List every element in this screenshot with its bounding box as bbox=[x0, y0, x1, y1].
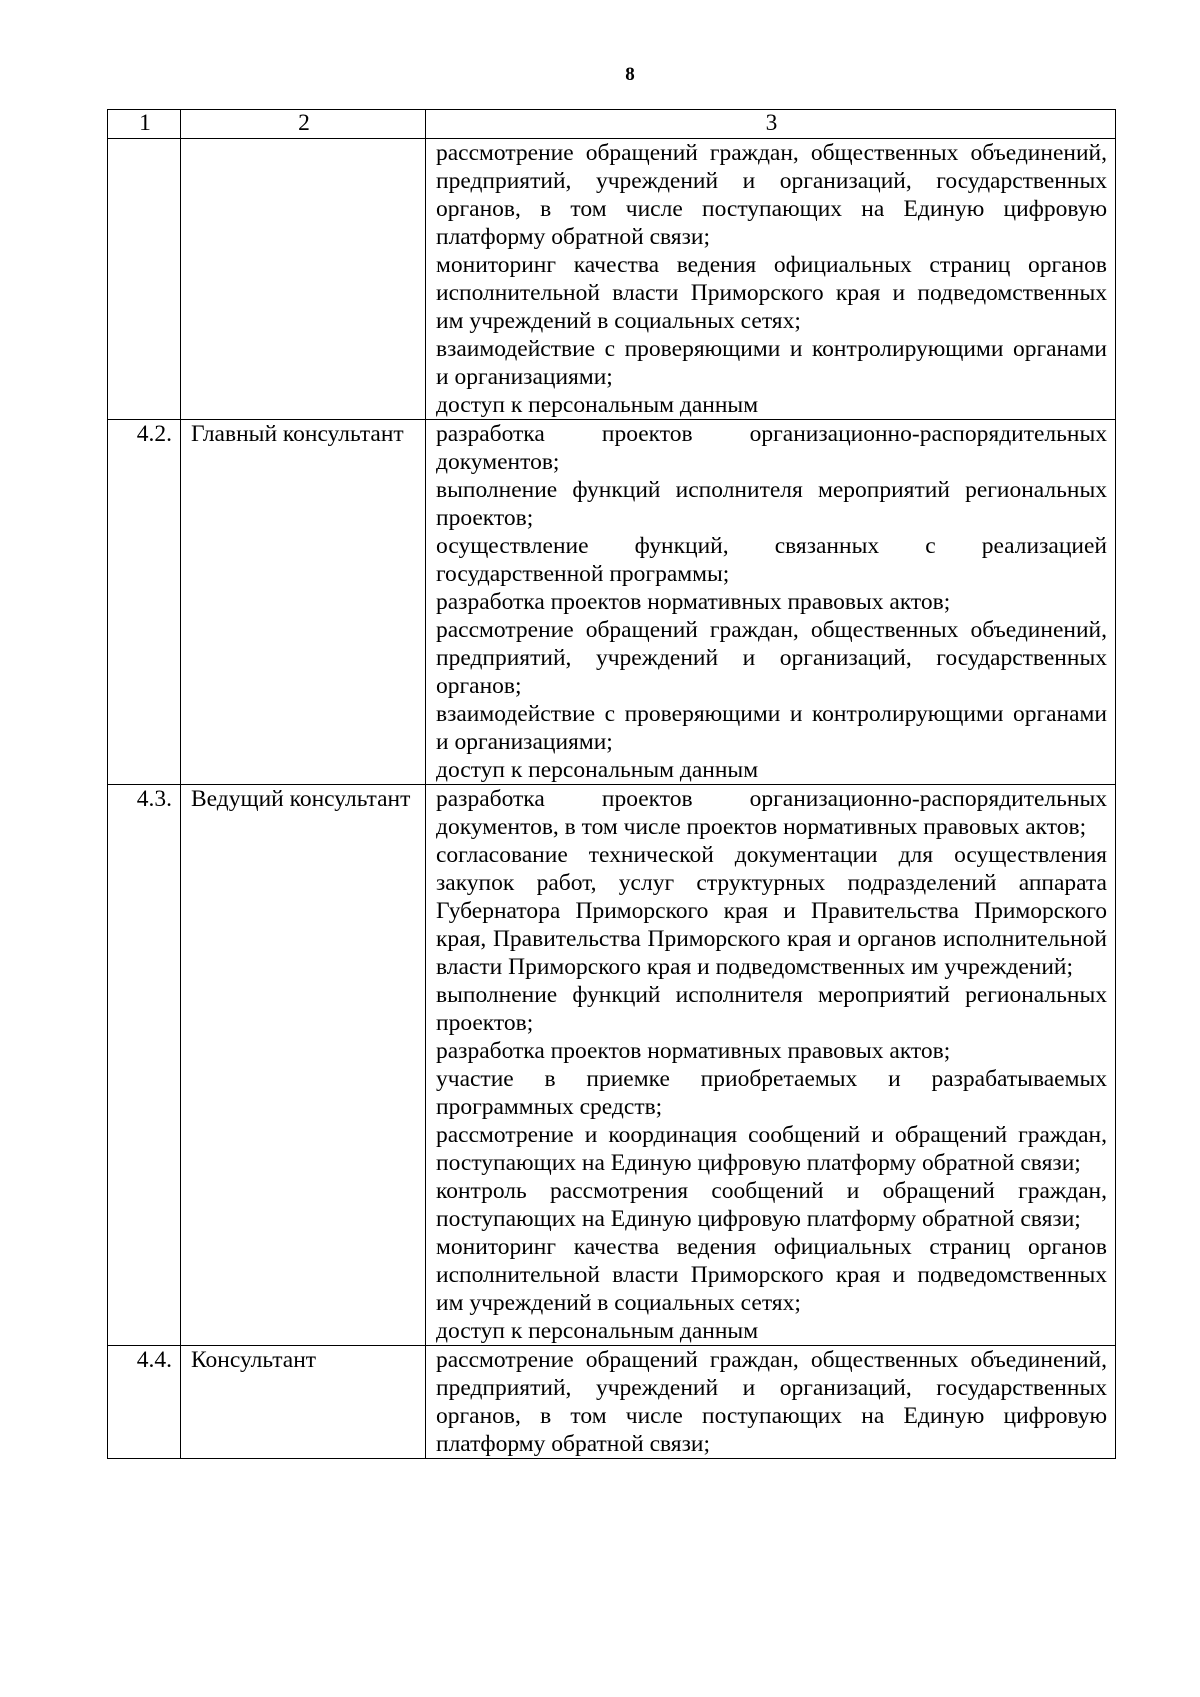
duties-cell bbox=[426, 785, 1116, 1346]
duties-cell bbox=[426, 420, 1116, 785]
table-header-row bbox=[108, 110, 1116, 139]
duty-item: участие в приемке приобретаемых и разрабатываемых программных средств; bbox=[436, 1066, 1107, 1120]
duty-item: разработка проектов нормативных правовых актов; bbox=[436, 589, 951, 615]
duty-item: согласование технической документации для осуществления закупок работ, услуг структурных подразделений аппарата Губернатора Приморского края и Правительства Приморского края, Правительства Приморского края и органов исполнительной власти Приморского края и подведомственных им учреждений; bbox=[436, 842, 1107, 980]
duties-cell bbox=[426, 1346, 1116, 1459]
duty-item: мониторинг качества ведения официальных страниц органов исполнительной власти Приморского края и подведомственных им учреждений в социальных сетях; bbox=[436, 252, 1107, 334]
position-title: Консультант bbox=[181, 1346, 426, 1459]
column-header-3: 3 bbox=[426, 110, 1116, 139]
table-row bbox=[108, 420, 1116, 785]
duty-item: разработка проектов организационно-распорядительных документов, в том числе проектов нормативных правовых актов; bbox=[436, 786, 1107, 840]
duty-item: осуществление функций, связанных с реализацией государственной программы; bbox=[436, 533, 1107, 587]
duty-item: выполнение функций исполнителя мероприятий региональных проектов; bbox=[436, 477, 1107, 531]
duty-item: рассмотрение обращений граждан, общественных объединений, предприятий, учреждений и организаций, государственных органов; bbox=[436, 617, 1107, 699]
row-number: 4.2. bbox=[108, 420, 181, 785]
duties-table bbox=[107, 109, 1116, 1459]
table-row bbox=[108, 139, 1116, 420]
duty-item: взаимодействие с проверяющими и контролирующими органами и организациями; bbox=[436, 701, 1107, 755]
row-number bbox=[108, 139, 181, 420]
duty-item: контроль рассмотрения сообщений и обращений граждан, поступающих на Единую цифровую платформу обратной связи; bbox=[436, 1178, 1107, 1232]
duties-cell bbox=[426, 139, 1116, 420]
duty-item: мониторинг качества ведения официальных страниц органов исполнительной власти Приморского края и подведомственных им учреждений в социальных сетях; bbox=[436, 1234, 1107, 1316]
duty-item: рассмотрение и координация сообщений и обращений граждан, поступающих на Единую цифровую платформу обратной связи; bbox=[436, 1122, 1107, 1176]
duty-item: взаимодействие с проверяющими и контролирующими органами и организациями; bbox=[436, 336, 1107, 390]
duty-item: доступ к персональным данным bbox=[436, 1318, 759, 1344]
position-title bbox=[181, 139, 426, 420]
duty-item: рассмотрение обращений граждан, общественных объединений, предприятий, учреждений и организаций, государственных органов, в том числе поступающих на Единую цифровую платформу обратной связи; bbox=[436, 140, 1107, 250]
duty-item: доступ к персональным данным bbox=[436, 392, 759, 418]
table-row bbox=[108, 785, 1116, 1346]
duty-item: выполнение функций исполнителя мероприятий региональных проектов; bbox=[436, 982, 1107, 1036]
row-number: 4.3. bbox=[108, 785, 181, 1346]
page-number: 8 bbox=[625, 64, 635, 85]
duty-item: рассмотрение обращений граждан, общественных объединений, предприятий, учреждений и организаций, государственных органов, в том числе поступающих на Единую цифровую платформу обратной связи; bbox=[436, 1347, 1107, 1457]
duty-item: доступ к персональным данным bbox=[436, 757, 759, 783]
duty-item: разработка проектов нормативных правовых актов; bbox=[436, 1038, 951, 1064]
position-title: Ведущий консультант bbox=[181, 785, 426, 1346]
row-number: 4.4. bbox=[108, 1346, 181, 1459]
column-header-2: 2 bbox=[181, 110, 426, 139]
duty-item: разработка проектов организационно-распорядительных документов; bbox=[436, 421, 1107, 475]
table-row bbox=[108, 1346, 1116, 1459]
column-header-1: 1 bbox=[108, 110, 181, 139]
position-title: Главный консультант bbox=[181, 420, 426, 785]
